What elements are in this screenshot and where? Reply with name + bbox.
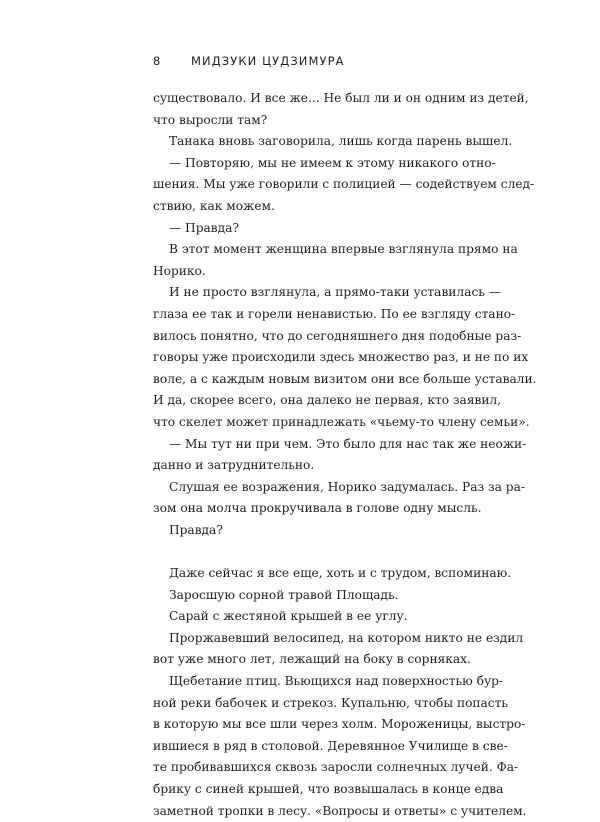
text-line: — Повторяю, мы не имеем к этому никакого отно- [169, 155, 496, 170]
text-line: Слушая ее возражения, Норико задумалась. Раз за ра- [169, 479, 525, 494]
text-line: говоры уже происходили здесь множество раз, и не по их [153, 350, 529, 365]
text-line: И да, скорее всего, она далеко не первая, кто заявил, [153, 393, 502, 408]
text-line: ной реки бабочек и стрекоз. Купальню, чтобы попасть [153, 695, 509, 710]
text-line: ившиеся в ряд в столовой. Деревянное Училище в све- [153, 738, 508, 753]
text-line: брику с синей крышей, что возвышалась в конце едва [153, 782, 504, 796]
text-line: — Мы тут ни при чем. Это было для нас так же неожи- [169, 436, 527, 451]
text-line: существовало. И все же... Не был ли и он одним из детей, [153, 91, 529, 105]
text-line: Проржавевший велосипед, на котором никто не ездил [169, 630, 524, 645]
text-line: что скелет может принадлежать «чьему-то члену семьи». [153, 414, 530, 429]
text-line: ствию, как можем. [153, 198, 275, 213]
text-line: зом она молча прокручивала в голове одну мысль. [153, 501, 482, 516]
text-line: — Правда? [169, 220, 239, 235]
section-break [153, 541, 461, 563]
text-line: Даже сейчас я все еще, хоть и с трудом, вспоминаю. [169, 566, 512, 581]
text-line: В этот момент женщина впервые взглянула прямо на [169, 242, 518, 257]
text-line: те пробивавшихся сквозь заросли солнечных лучей. Фа- [153, 760, 519, 775]
running-head [153, 54, 345, 68]
text-line: Сарай с жестяной крышей в ее углу. [169, 609, 408, 624]
text-line: шения. Мы уже говорили с полицией — содействуем след- [153, 177, 535, 192]
text-line: что выросли там? [153, 112, 268, 127]
text-line: данно и затруднительно. [153, 458, 315, 473]
body-text [153, 88, 537, 822]
text-line: вилось понятно, что до сегодняшнего дня подобные раз- [153, 328, 522, 343]
text-line: Танака вновь заговорила, лишь когда парень вышел. [169, 134, 513, 149]
text-line: воле, а с каждым новым визитом они все больше уставали. [153, 371, 537, 386]
text-line: заметной тропки в лесу. «Вопросы и ответы» с учителем. [153, 803, 527, 818]
text-line: Щебетание птиц. Вьющихся над поверхностью бур- [169, 674, 504, 689]
page-number: 8 [153, 54, 162, 68]
text-line: глаза ее так и горели ненавистью. По ее взгляду стано- [153, 306, 516, 321]
text-line: Правда? [169, 522, 223, 537]
text-line: Заросшую сорной травой Площадь. [169, 587, 399, 602]
text-line: вот уже много лет, лежащий на боку в сорняках. [153, 652, 471, 667]
text-line: Норико. [153, 263, 206, 278]
text-line: в которую мы все шли через холм. Мороженицы, выстро- [153, 717, 526, 732]
text-line: И не просто взглянула, а прямо-таки уставилась — [169, 285, 501, 300]
running-title: МИДЗУКИ ЦУДЗИМУРА [191, 54, 345, 68]
